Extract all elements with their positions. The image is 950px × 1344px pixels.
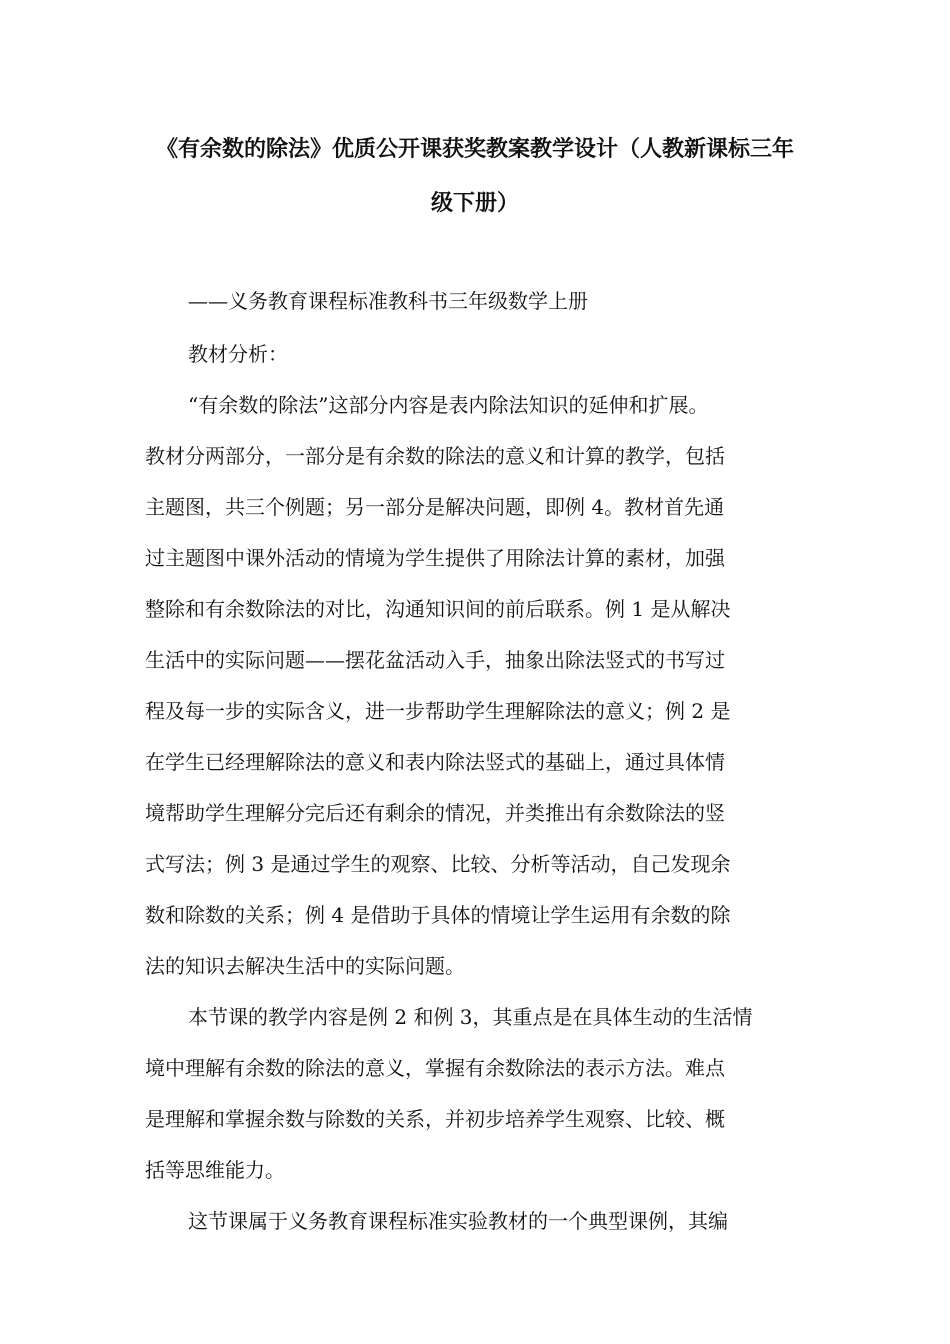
paragraph-line: 法的知识去解决生活中的实际问题。	[145, 954, 465, 978]
paragraph-line: 主题图，共三个例题；另一部分是解决问题，即例 4。教材首先通	[145, 495, 725, 519]
paragraph-line: 境帮助学生理解分完后还有剩余的情况，并类推出有余数除法的竖	[145, 801, 725, 825]
paragraph-line: 本节课的教学内容是例 2 和例 3，其重点是在具体生动的生活情	[188, 1005, 753, 1029]
paragraph-line: 这节课属于义务教育课程标准实验教材的一个典型课例，其编	[188, 1209, 728, 1233]
paragraph-line: 数和除数的关系；例 4 是借助于具体的情境让学生运用有余数的除	[145, 903, 731, 927]
paragraph-line: “有余数的除法”这部分内容是表内除法知识的延伸和扩展。	[188, 393, 709, 417]
paragraph-line: 教材分两部分，一部分是有余数的除法的意义和计算的教学，包括	[145, 444, 725, 468]
document-subtitle: ——义务教育课程标准教科书三年级数学上册	[188, 289, 588, 313]
paragraph-line: 境中理解有余数的除法的意义，掌握有余数除法的表示方法。难点	[145, 1056, 725, 1080]
document-title-line-2: 级下册）	[430, 191, 519, 216]
paragraph-line: 括等思维能力。	[145, 1158, 285, 1182]
paragraph-line: 在学生已经理解除法的意义和表内除法竖式的基础上，通过具体情	[145, 750, 725, 774]
paragraph-line: 是理解和掌握余数与除数的关系，并初步培养学生观察、比较、概	[145, 1107, 725, 1131]
paragraph-line: 程及每一步的实际含义，进一步帮助学生理解除法的意义；例 2 是	[145, 699, 731, 723]
paragraph-line: 式写法；例 3 是通过学生的观察、比较、分析等活动，自己发现余	[145, 852, 731, 876]
paragraph-line: 生活中的实际问题——摆花盆活动入手，抽象出除法竖式的书写过	[145, 648, 725, 672]
section-heading: 教材分析：	[188, 342, 288, 366]
paragraph-line: 整除和有余数除法的对比，沟通知识间的前后联系。例 1 是从解决	[145, 597, 731, 621]
paragraph-line: 过主题图中课外活动的情境为学生提供了用除法计算的素材，加强	[145, 546, 725, 570]
document-title-line-1: 《有余数的除法》优质公开课获奖教案教学设计（人教新课标三年	[155, 137, 794, 162]
